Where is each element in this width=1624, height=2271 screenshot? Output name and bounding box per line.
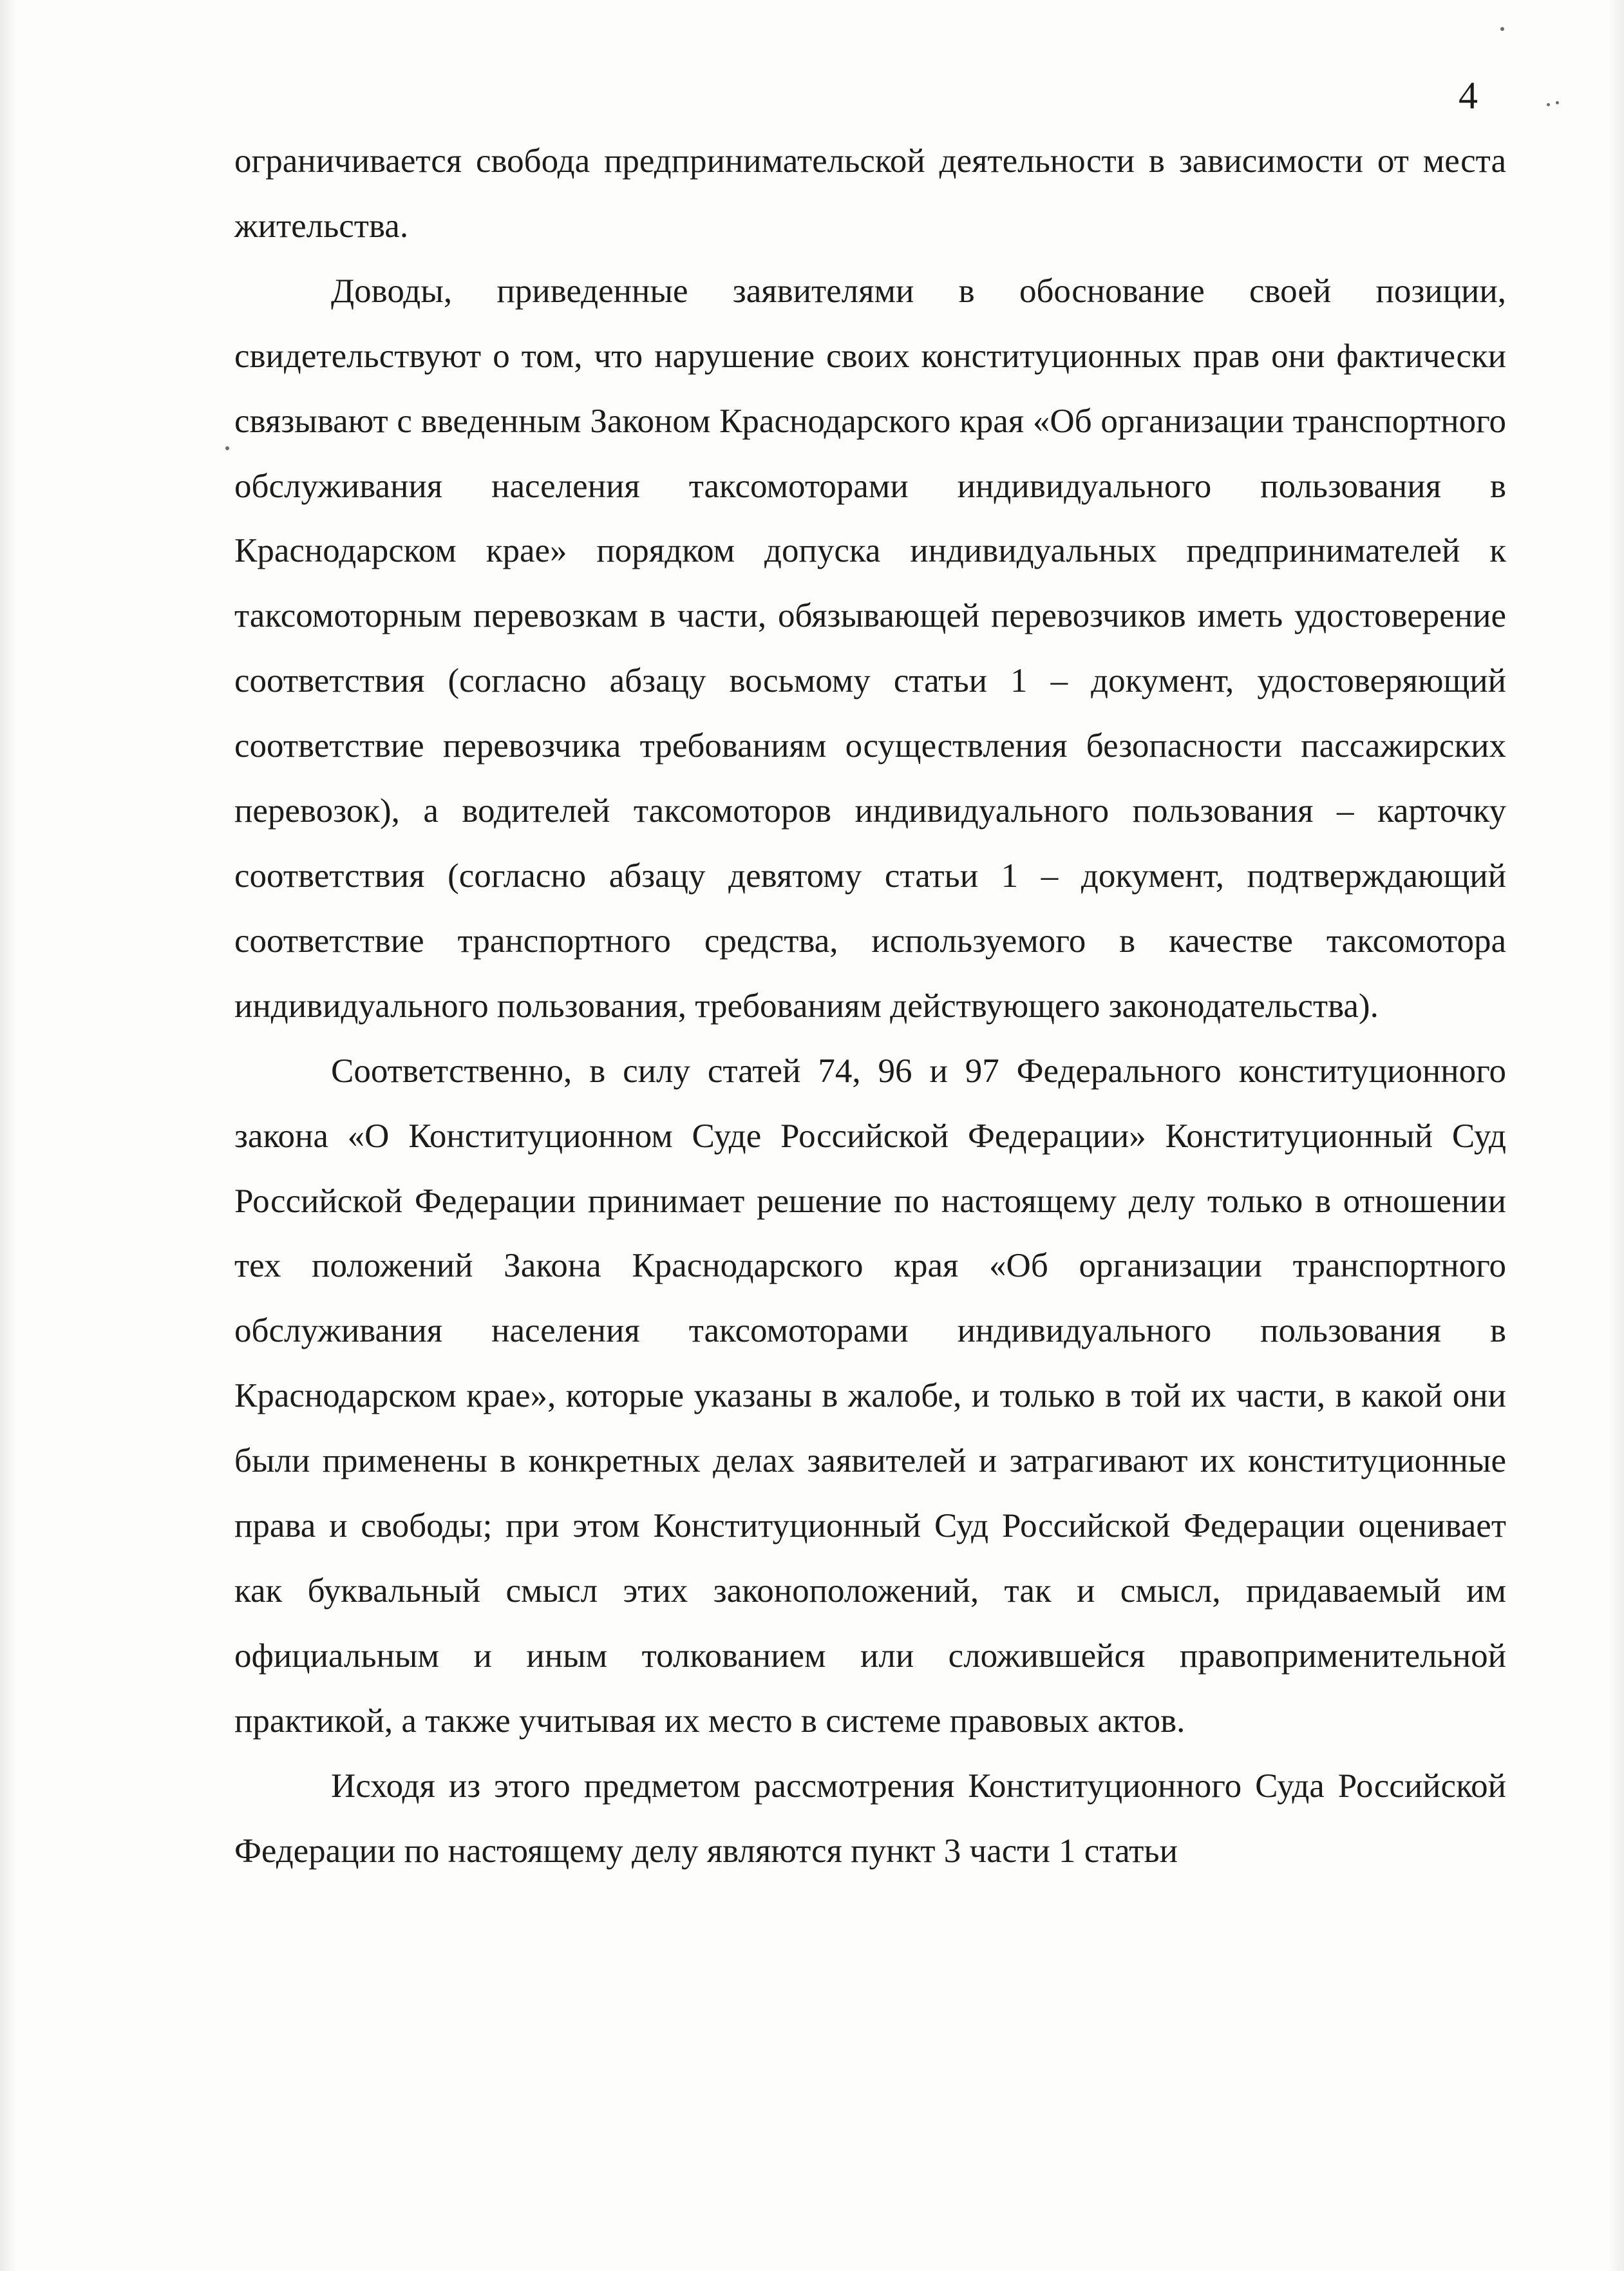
paragraph-scope: Соответственно, в силу статей 74, 96 и 97 Федерального конституционного закона «О Конституционном Суде Российской Федерации» Конституционный Суд Российской Федерации принимает решение по настоящему делу только в отношении тех положений Закона Краснодарского края «Об организации транспортного обслуживания населения таксомоторами индивидуального пользования в Краснодарском крае», которые указаны в жалобе, и только в той их части, в какой они были применены в конкретных делах заявителей и затрагивают их конституционные права и свободы; при этом Конституционный Суд Российской Федерации оценивает как буквальный смысл этих законоположений, так и смысл, придаваемый им официальным и иным толкованием или сложившейся правоприменительной практикой, а также учитывая их место в системе правовых актов. [234,1052,1506,1740]
scan-speck [225,446,229,450]
document-body [234,129,1506,1883]
scan-speck [1500,27,1504,31]
scan-edge-right [1607,0,1624,2271]
page-number: 4 [1459,74,1478,117]
scan-edge-left [0,0,17,2271]
paragraph-subject: Исходя из этого предметом рассмотрения Конституционного Суда Российской Федерации по настоящему делу являются пункт 3 части 1 статьи [234,1767,1506,1870]
paragraph-arguments: Доводы, приведенные заявителями в обоснование своей позиции, свидетельствуют о том, что нарушение своих конституционных прав они фактически связывают с введенным Законом Краснодарского края «Об организации транспортного обслуживания населения таксомоторами индивидуального пользования в Краснодарском крае» порядком допуска индивидуальных предпринимателей к таксомоторным перевозкам в части, обязывающей перевозчиков иметь удостоверение соответствия (согласно абзацу восьмому статьи 1 – документ, удостоверяющий соответствие перевозчика требованиям осуществления безопасности пассажирских перевозок), а водителей таксомоторов индивидуального пользования – карточку соответствия (согласно абзацу девятому статьи 1 – документ, подтверждающий соответствие транспортного средства, используемого в качестве таксомотора индивидуального пользования, требованиям действующего законодательства). [234,272,1506,1025]
scan-speck [1556,101,1559,104]
scan-speck [1547,103,1550,106]
paragraph-continuation: ограничивается свобода предпринимательской деятельности в зависимости от места жительства. [234,142,1506,245]
